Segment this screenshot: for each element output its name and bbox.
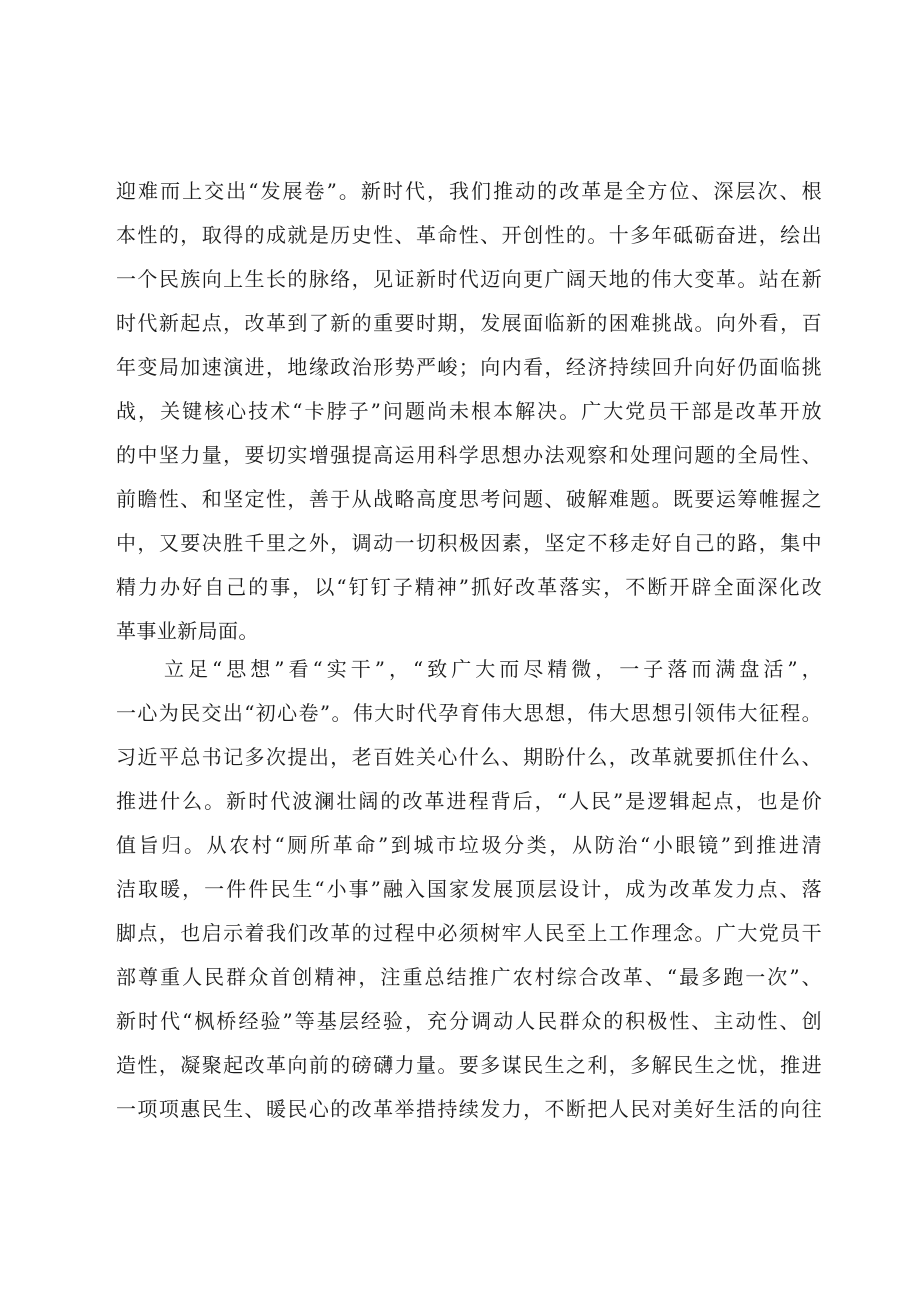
text-line: 一项项惠民生、暖民心的改革举措持续发力，不断把人民对美好生活的向往 xyxy=(116,1097,822,1121)
text-line: 值旨归。从农村“厕所革命”到城市垃圾分类，从防治“小眼镜”到推进清 xyxy=(116,833,822,857)
text-line: 立足“思想”看“实干”，“致广大而尽精微，一子落而满盘活”， xyxy=(164,657,822,681)
text-line: 一心为民交出“初心卷”。伟大时代孕育伟大思想，伟大思想引领伟大征程。 xyxy=(116,701,822,725)
text-line: 推进什么。新时代波澜壮阔的改革进程背后，“人民”是逻辑起点，也是价 xyxy=(116,789,822,813)
text-line: 新时代“枫桥经验”等基层经验，充分调动人民群众的积极性、主动性、创 xyxy=(116,1009,822,1033)
text-line: 洁取暖，一件件民生“小事”融入国家发展顶层设计，成为改革发力点、落 xyxy=(116,877,822,901)
text-line: 革事业新局面。 xyxy=(116,619,259,643)
text-line: 战，关键核心技术“卡脖子”问题尚未根本解决。广大党员干部是改革开放 xyxy=(116,399,822,423)
text-line: 中，又要决胜千里之外，调动一切积极因素，坚定不移走好自己的路，集中 xyxy=(116,531,822,555)
text-line: 前瞻性、和坚定性，善于从战略高度思考问题、破解难题。既要运筹帷握之 xyxy=(116,487,822,511)
text-line: 精力办好自己的事，以“钉钉子精神”抓好改革落实，不断开辟全面深化改 xyxy=(116,575,822,599)
text-line: 年变局加速演进，地缘政治形势严峻；向内看，经济持续回升向好仍面临挑 xyxy=(116,355,822,379)
text-line: 迎难而上交出“发展卷”。新时代，我们推动的改革是全方位、深层次、根 xyxy=(116,179,822,203)
text-line: 本性的，取得的成就是历史性、革命性、开创性的。十多年砥砺奋进，绘出 xyxy=(116,223,822,247)
text-line: 的中坚力量，要切实增强提高运用科学思想办法观察和处理问题的全局性、 xyxy=(116,443,822,467)
text-line: 一个民族向上生长的脉络，见证新时代迈向更广阔天地的伟大变革。站在新 xyxy=(116,267,822,291)
text-line: 习近平总书记多次提出，老百姓关心什么、期盼什么，改革就要抓住什么、 xyxy=(116,745,822,769)
text-line: 脚点，也启示着我们改革的过程中必须树牢人民至上工作理念。广大党员干 xyxy=(116,921,822,945)
text-line: 造性，凝聚起改革向前的磅礴力量。要多谋民生之利，多解民生之忧，推进 xyxy=(116,1053,822,1077)
text-line: 部尊重人民群众首创精神，注重总结推广农村综合改革、“最多跑一次”、 xyxy=(116,965,822,989)
text-line: 时代新起点，改革到了新的重要时期，发展面临新的困难挑战。向外看，百 xyxy=(116,311,822,335)
